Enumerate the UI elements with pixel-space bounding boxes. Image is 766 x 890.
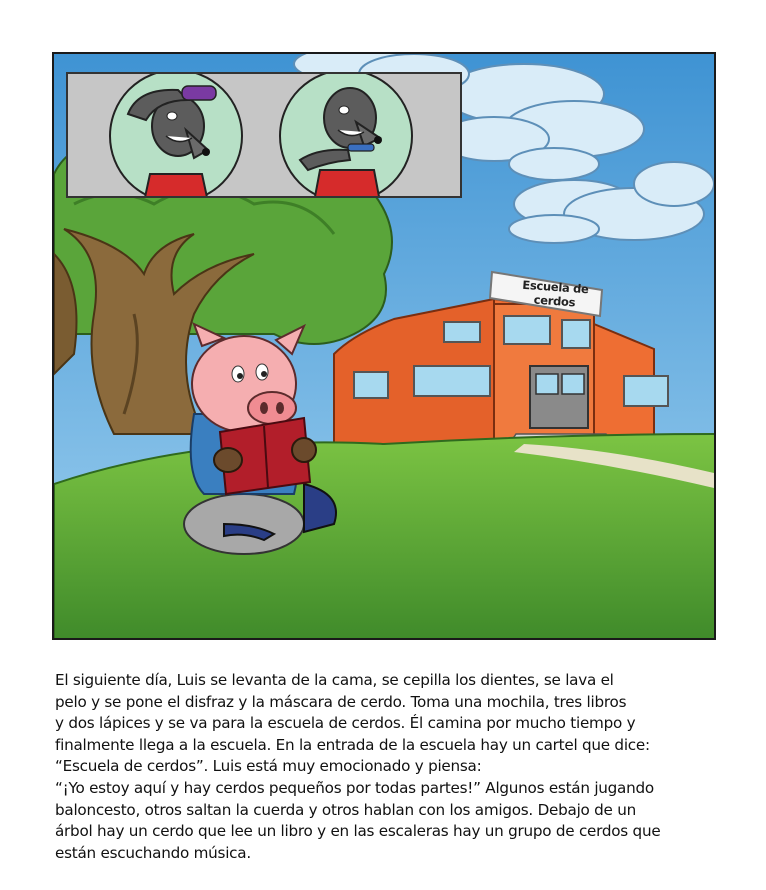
story-line: pelo y se pone el disfraz y la máscara de cerdo. Toma una mochila, tres libros xyxy=(55,692,627,711)
inset-panel xyxy=(66,72,462,198)
story-line: árbol hay un cerdo que lee un libro y en las escaleras hay un grupo de cerdos que xyxy=(55,822,661,841)
story-text xyxy=(55,670,735,864)
wolf-brushing-teeth-icon xyxy=(280,74,412,196)
story-line: “Escuela de cerdos”. Luis está muy emocionado y piensa: xyxy=(55,757,482,776)
story-line: y dos lápices y se va para la escuela de cerdos. Él camina por mucho tiempo y xyxy=(55,714,636,733)
inset-svg xyxy=(68,74,460,196)
story-line: finalmente llega a la escuela. En la entrada de la escuela hay un cartel que dice: xyxy=(55,735,650,754)
wolf-brushing-hair-icon xyxy=(110,74,242,196)
story-line: “¡Yo estoy aquí y hay cerdos pequeños por todas partes!” Algunos están jugando xyxy=(55,778,654,797)
story-line: El siguiente día, Luis se levanta de la cama, se cepilla los dientes, se lava el xyxy=(55,671,614,689)
story-illustration xyxy=(52,52,716,640)
school-sign-label: Escuela de cerdos xyxy=(521,277,590,310)
story-line: están escuchando música. xyxy=(55,843,251,862)
story-line: baloncesto, otros saltan la cuerda y otros hablan con los amigos. Debajo de un xyxy=(55,800,636,819)
